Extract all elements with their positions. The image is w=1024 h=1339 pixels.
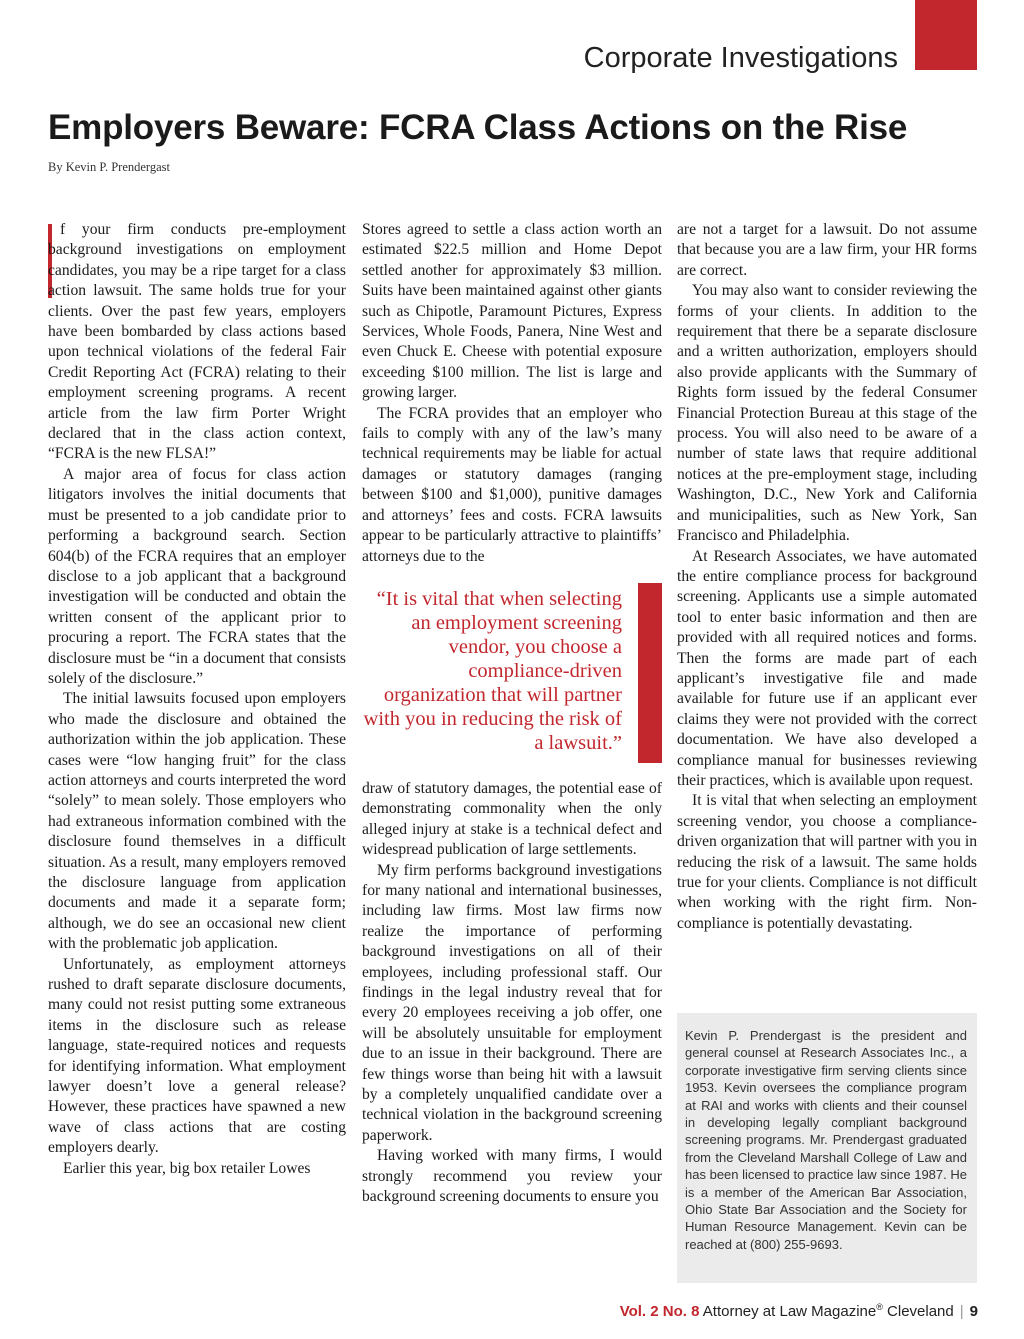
paragraph: The initial lawsuits focused upon employers who made the disclosure and obtained the authorization within the job application. These cases were “low hanging fruit” for the class action attorneys and courts interpreted the word “solely” to mean solely. Those employers who had extraneous information combined with the disclosure found themselves in a difficult situation. As a result, many employers removed the disclosure language from application documents and made it a separate form; although, we do see an occasional new client with the problematic job application. xyxy=(48,690,346,953)
footer-divider: | xyxy=(959,1303,964,1320)
column-2 xyxy=(362,220,662,1207)
column-3 xyxy=(677,220,977,934)
footer-volume: Vol. 2 No. 8 xyxy=(619,1303,700,1320)
author-bio: Kevin P. Prendergast is the president and general counsel at Research Associates Inc., a corporate investigative firm serving clients since 1953. Kevin oversees the compliance program at RAI and works with clients and their counsel in developing legally compliant background screening programs. Mr. Prendergast graduated from the Cleveland Marshall College of Law and has been licensed to practice law since 1987. He is a member of the American Bar Association, Ohio State Bar Association and the Society for Human Resource Management. Kevin can be reached at (800) 255-9693. xyxy=(685,1028,967,1252)
paragraph: Earlier this year, big box retailer Lowes xyxy=(63,1159,311,1177)
pull-quote-text: “It is vital that when selecting an employment screening vendor, you choose a compliance-driven organization that will partner with you in reducing the risk of a lawsuit.” xyxy=(363,587,622,754)
paragraph: Having worked with many firms, I would strongly recommend you review your background screening documents to ensure you xyxy=(362,1147,662,1206)
section-label: Corporate Investigations xyxy=(583,42,898,74)
paragraph: Unfortunately, as employment attorneys rushed to draft separate disclosure documents, many could not resist putting some extraneous items in the disclosure such as release language, state-required notices and requests for identifying information. What employment lawyer doesn’t love a general release? However, these practices have spawned a new wave of class actions that are costing employers dearly. xyxy=(48,955,346,1157)
section-accent-block xyxy=(915,0,977,70)
page-number: 9 xyxy=(969,1303,978,1320)
paragraph: It is vital that when selecting an employment screening vendor, you choose a compliance-driven organization that will partner with you in reducing the risk of a lawsuit. The same holds true for your clients. Compliance is not difficult when working with the right firm. Non-compliance is potentially devastating. xyxy=(677,792,977,932)
column-1 xyxy=(48,220,346,1179)
article-title: Employers Beware: FCRA Class Actions on the Rise xyxy=(48,108,908,147)
paragraph: f your firm conducts pre-employment background investigations on employment candidates, you may be a ripe target for a class action lawsuit. The same holds true for your clients. Over the past few years, employers have been bombarded by class actions based upon technical violations of the federal Fair Credit Reporting Act (FCRA) relating to their employment screening programs. A recent article from the law firm Porter Wright declared that in the class action context, “FCRA is the new FLSA!” xyxy=(48,221,346,463)
page-footer xyxy=(620,1302,978,1320)
paragraph: Stores agreed to settle a class action worth an estimated $22.5 million and Home Depot settled another for approximately $3 million. Suits have been maintained against other giants such as Chipotle, Paramount Pictures, Express Services, Whole Foods, Panera, Nine West and even Chuck E. Cheese with potential exposure exceeding $100 million. The list is large and growing larger. xyxy=(362,221,662,402)
pull-quote-bar xyxy=(638,583,662,763)
footer-city: Cleveland xyxy=(887,1303,954,1320)
byline: By Kevin P. Prendergast xyxy=(48,160,170,174)
paragraph: My firm performs background investigations for many national and international businesses, including law firms. Most law firms now realize the importance of performing background investigations on all of their employees, including professional staff. Our findings in the legal industry reveal that for every 20 employees receiving a job offer, one will be absolutely unsuitable for employment due to an issue in their background. There are few things worse than being hit with a lawsuit by a completely unqualified candidate over a technical violation in the background screening paperwork. xyxy=(362,861,662,1144)
trademark-symbol: ® xyxy=(876,1302,883,1312)
paragraph: The FCRA provides that an employer who fails to comply with any of the law’s many technical requirements may be liable for actual damages or statutory damages (ranging between $100 and $1,000), punitive damages and attorneys’ fees and costs. FCRA lawsuits appear to be particularly attractive to plaintiffs’ attorneys due to the xyxy=(362,404,662,565)
paragraph: At Research Associates, we have automated the entire compliance process for background screening. Applicants use a simple automated tool to enter basic information and then are provided with all required notices and forms. Then the forms are made part of each applicant’s investigative file and made available for future use if an applicant ever claims they were not provided with the correct documentation. We have also developed a compliance manual for businesses reviewing their practices, which is available upon request. xyxy=(677,547,977,789)
paragraph: A major area of focus for class action litigators involves the initial documents that must be presented to a job candidate prior to performing a background search. Section 604(b) of the FCRA requires that an employer disclose to a job applicant that a background investigation will be conducted and obtain the written consent of the applicant prior to procuring a report. The FCRA states that the disclosure must be “in a document that consists solely of the disclosure.” xyxy=(48,465,346,687)
pull-quote xyxy=(362,583,662,763)
footer-magazine: Attorney at Law Magazine xyxy=(702,1303,877,1320)
paragraph: are not a target for a lawsuit. Do not assume that because you are a law firm, your HR forms are correct. xyxy=(677,221,977,279)
paragraph: You may also want to consider reviewing the forms of your clients. In addition to the requirement that there be a separate disclosure and a written authorization, employers should also provide applicants with the Summary of Rights form issued by the federal Consumer Financial Protection Bureau at this stage of the process. You will also need to be aware of a number of state laws that require additional notices at the pre-employment stage, including Washington, D.C., New York and California and municipalities, such as New York, San Francisco and Philadelphia. xyxy=(677,282,977,545)
paragraph: draw of statutory damages, the potential ease of demonstrating commonality when the only alleged injury at stake is a technical defect and widespread publication of large settlements. xyxy=(362,779,662,859)
author-bio-box xyxy=(677,1013,977,1283)
